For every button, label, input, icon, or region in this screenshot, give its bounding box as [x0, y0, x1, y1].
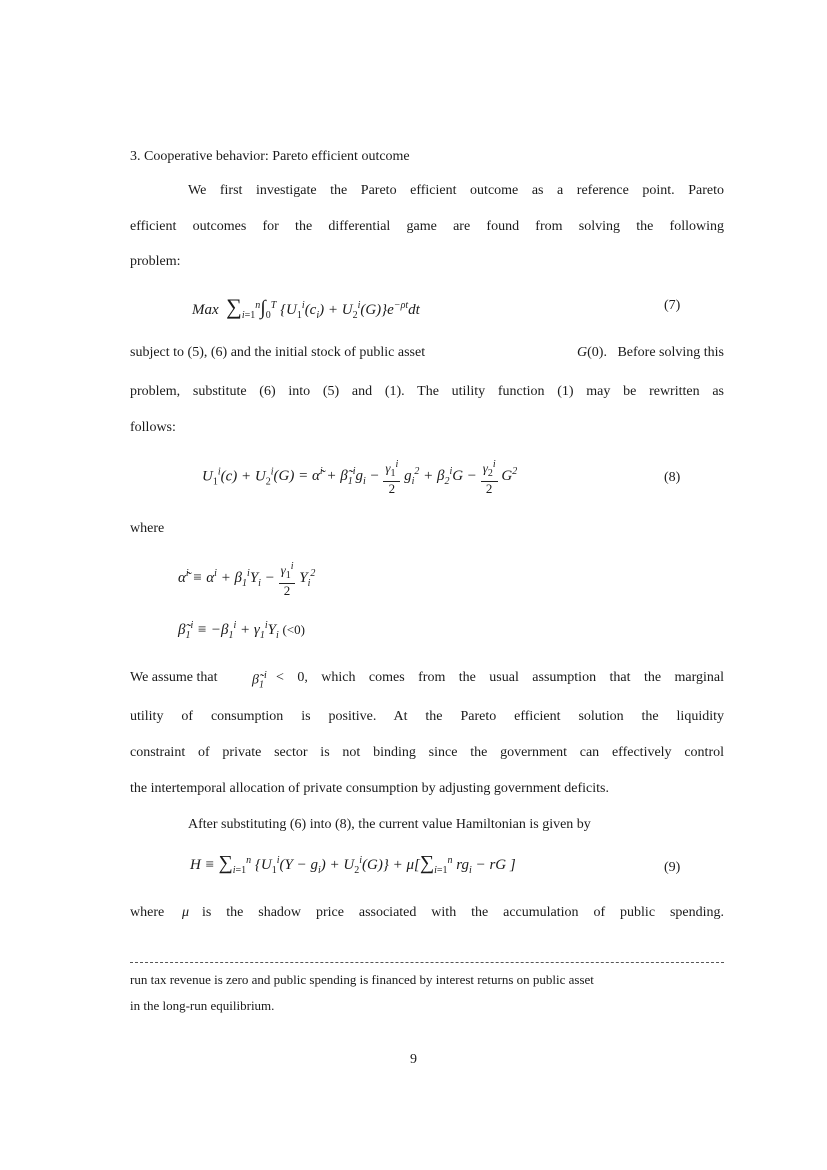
paragraph-line: subject to (5), (6) and the initial stock of public asset	[130, 345, 426, 360]
inequality-note: (<0)	[282, 622, 305, 637]
paragraph-line: efficient outcomes for the differential game are found from solving the following	[130, 219, 724, 234]
inline-math: $\betã_1^i$	[252, 670, 267, 691]
sum-symbol: ∑	[226, 294, 242, 319]
equation-9: $H \equiv \sum_{i=1}^n$ $\{U_1^i(Y - g_i) + U_2^i(G)\} + \mu[\sum_{i=1}^n$ $rg_i$ − rG ]	[190, 852, 516, 876]
equation-number: (8)	[664, 470, 681, 485]
paragraph-line: utility of consumption is positive. At the Pareto efficient solution the liquidity	[130, 709, 724, 724]
paragraph-line: follows:	[130, 420, 176, 435]
paragraph-line: where	[130, 905, 165, 920]
page-number: 9	[410, 1052, 417, 1067]
paragraph-line: is the shadow price associated with the accumulation of public spending.	[202, 905, 724, 920]
equation-7: Max $\sum_{i=1}^n\int_0^T$ $\{U_1^i(c_i) + U_2^i(G)\}e^{-\rho t}dt$	[192, 294, 420, 321]
definition-beta: $\betã_1^i \equiv -\beta_1^i + \gamma_1^iY_i$ (<0)	[178, 620, 305, 641]
paragraph-line: constraint of private sector is not binding since the government can effectively control	[130, 745, 724, 760]
paragraph-line: < 0, which comes from the usual assumption that the marginal	[276, 670, 724, 685]
footnote-line: in the long-run equilibrium.	[130, 998, 275, 1013]
equation-number: (9)	[664, 860, 681, 875]
equation-number: (7)	[664, 298, 681, 313]
paragraph-line: where	[130, 521, 165, 536]
inline-math: μ	[182, 905, 190, 920]
paragraph-line: problem:	[130, 254, 181, 269]
paragraph-line: After substituting (6) into (8), the current value Hamiltonian is given by	[188, 817, 591, 832]
paragraph-line: We assume that	[130, 670, 218, 685]
definition-alpha: α̃$^i$ ≡ $\alpha^i + \beta_1^iY_i$ − $\frac{\gamma_1^i}{2}$ $Y_i^2$	[178, 561, 316, 598]
footnote-line: run tax revenue is zero and public spending is financed by interest returns on public asset	[130, 972, 594, 987]
paragraph-line: problem, substitute (6) into (5) and (1). The utility function (1) may be rewritten as	[130, 384, 724, 399]
paragraph-line: We first investigate the Pareto efficient outcome as a reference point. Pareto	[188, 183, 724, 198]
paragraph-line: the intertemporal allocation of private consumption by adjusting government deficits.	[130, 781, 609, 796]
equation-8: $U_1^i(c) + U_2^i(G)$ = α̃$^i$ + $\betã_1^ig_i$ − $\frac{\gamma_1^i}{2}$ $g_i^2 + \beta_2^iG$ − $\frac{\gamma_2^i}{2}$ $G^2$	[202, 459, 518, 496]
footnote-rule	[130, 962, 724, 963]
paragraph-line: G(0). Before solving this	[577, 345, 724, 360]
max-operator: Max	[192, 302, 219, 318]
section-heading: 3. Cooperative behavior: Pareto efficient outcome	[130, 149, 410, 164]
